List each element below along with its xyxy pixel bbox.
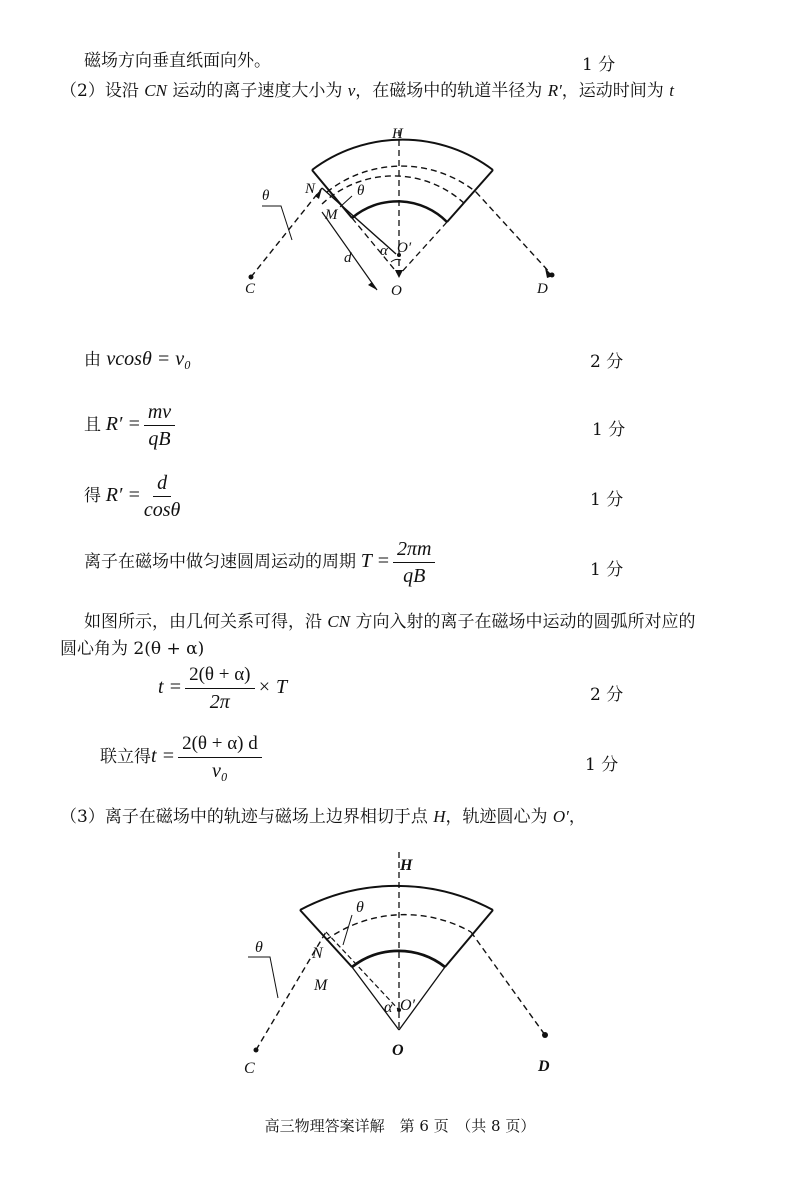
score-eq1: 2 分 [590,352,624,372]
eq4-numerator: 2πm [393,538,435,563]
eq2-prefix: 且 [84,414,101,435]
part3-o: O′ [552,807,569,826]
fig1-arrow-n [315,188,322,199]
eq3-denominator: cosθ [143,499,181,521]
part2-r: R′ [547,81,562,100]
score-eq4: 1 分 [590,560,624,580]
figure-1 [230,118,570,308]
equation-2 [84,401,178,450]
fig2-label-c: C [244,1060,255,1077]
eq4-prefix: 离子在磁场中做匀速圆周运动的周期 [84,551,356,572]
fig2-theta-leader-outer [248,957,278,998]
eq2-numerator: mv [144,401,175,426]
text-line-magnetic-direction: 磁场方向垂直纸面向外。 [84,51,271,71]
fig1-label-o: O [391,283,402,299]
eq6-lhs: t = [151,744,176,767]
para1-text-b: 方向入射的离子在磁场中运动的圆弧所对应的 [350,612,696,632]
part3-text-c: ， [568,807,586,827]
fig2-label-m: M [314,977,328,994]
fig2-left-edge [300,910,352,967]
equation-5 [158,664,287,713]
paragraph-line-1 [84,611,696,633]
paragraph-line-2: 圆心角为 2(θ + α) [60,639,205,659]
para1-cn: CN [327,612,351,631]
eq5-lhs: t = [158,675,183,698]
fig2-label-o: O [392,1042,404,1059]
score-eq3: 1 分 [590,490,624,510]
eq6-denominator: v₀ [211,760,228,782]
fig1-theta-leader-inner [340,196,352,207]
part2-t: t [669,81,674,100]
fig2-theta-leader-inner [343,915,352,945]
eq2-lhs: R′ = [105,412,141,435]
fig1-label-alpha: α [380,243,388,259]
fig2-label-d-point: D [538,1058,550,1075]
part2-v: v [347,81,356,100]
equation-1 [84,345,191,371]
fig1-label-theta-outer: θ [262,188,270,204]
page-footer: 高三物理答案详解 第 6 页 （共 8 页） [264,1117,536,1135]
fig1-label-h: H [392,126,403,142]
part3-h: H [433,807,446,826]
fig2-label-o-prime: O′ [400,997,416,1014]
fig2-label-theta-outer: θ [255,939,263,956]
part3-text-b: ，轨迹圆心为 [445,807,553,827]
equation-4 [84,538,438,587]
eq5-numerator: 2(θ + α) [185,664,254,689]
fig1-outgoing-path [476,192,552,275]
fig1-arrow-o [395,270,403,278]
fig1-arrow-dimension [368,282,377,290]
eq1-prefix: 由 [84,350,107,370]
eq1-body: vcosθ = v₀ [106,348,192,370]
eq5-denominator: 2π [209,691,230,713]
eq2-denominator: qB [148,428,171,450]
figure-2 [230,845,570,1080]
eq3-numerator: d [153,472,171,497]
fig1-label-d-point: D [537,281,548,297]
eq4-denominator: qB [403,565,426,587]
part2-text-b: 运动的离子速度大小为 [166,81,348,101]
eq3-lhs: R′ = [105,483,141,506]
fig1-dashed-arc-1 [327,166,476,192]
part2-cn: CN [144,81,167,100]
fig2-label-alpha: α [384,999,393,1016]
part2-text-a: （2）设沿 [60,81,145,101]
fig1-label-m: M [325,207,338,223]
score-1: 1 分 [582,55,616,75]
fig1-label-c: C [245,281,256,297]
eq3-prefix: 得 [84,485,101,506]
fig1-label-n: N [305,181,316,197]
part2-text-c: ，在磁场中的轨道半径为 [355,81,548,101]
equation-6 [100,733,265,782]
fig2-point-c [254,1048,259,1053]
fig2-outer-arc [300,886,493,910]
text-line-part2 [60,80,674,102]
fig1-theta-leader-outer [262,206,292,240]
fig2-outgoing-path [471,932,545,1035]
text-line-part3 [60,806,586,828]
fig1-label-o-prime: O′ [397,240,412,256]
fig2-point-d [542,1032,548,1038]
equation-3 [84,472,183,521]
score-eq6: 1 分 [585,755,619,775]
fig1-label-theta-inner: θ [357,183,365,199]
fig2-label-n: N [312,945,323,962]
fig1-radial-left [352,218,399,275]
fig2-right-edge [445,910,493,967]
fig1-point-c [249,275,254,280]
eq4-lhs: T = [360,549,391,572]
eq5-tail: × T [257,675,288,698]
para1-text-a: 如图所示，由几何关系可得，沿 [84,612,328,632]
part3-text-a: （3）离子在磁场中的轨迹与磁场上边界相切于点 [60,807,434,827]
fig2-label-h: H [400,857,413,874]
fig2-label-theta-inner: θ [356,899,364,916]
eq6-numerator: 2(θ + α) d [178,733,262,758]
fig1-label-d: d [344,250,352,266]
part2-text-d: ，运动时间为 [561,81,670,101]
score-eq2: 1 分 [592,420,626,440]
score-eq5: 2 分 [590,685,624,705]
eq6-prefix: 联立得 [100,746,151,767]
